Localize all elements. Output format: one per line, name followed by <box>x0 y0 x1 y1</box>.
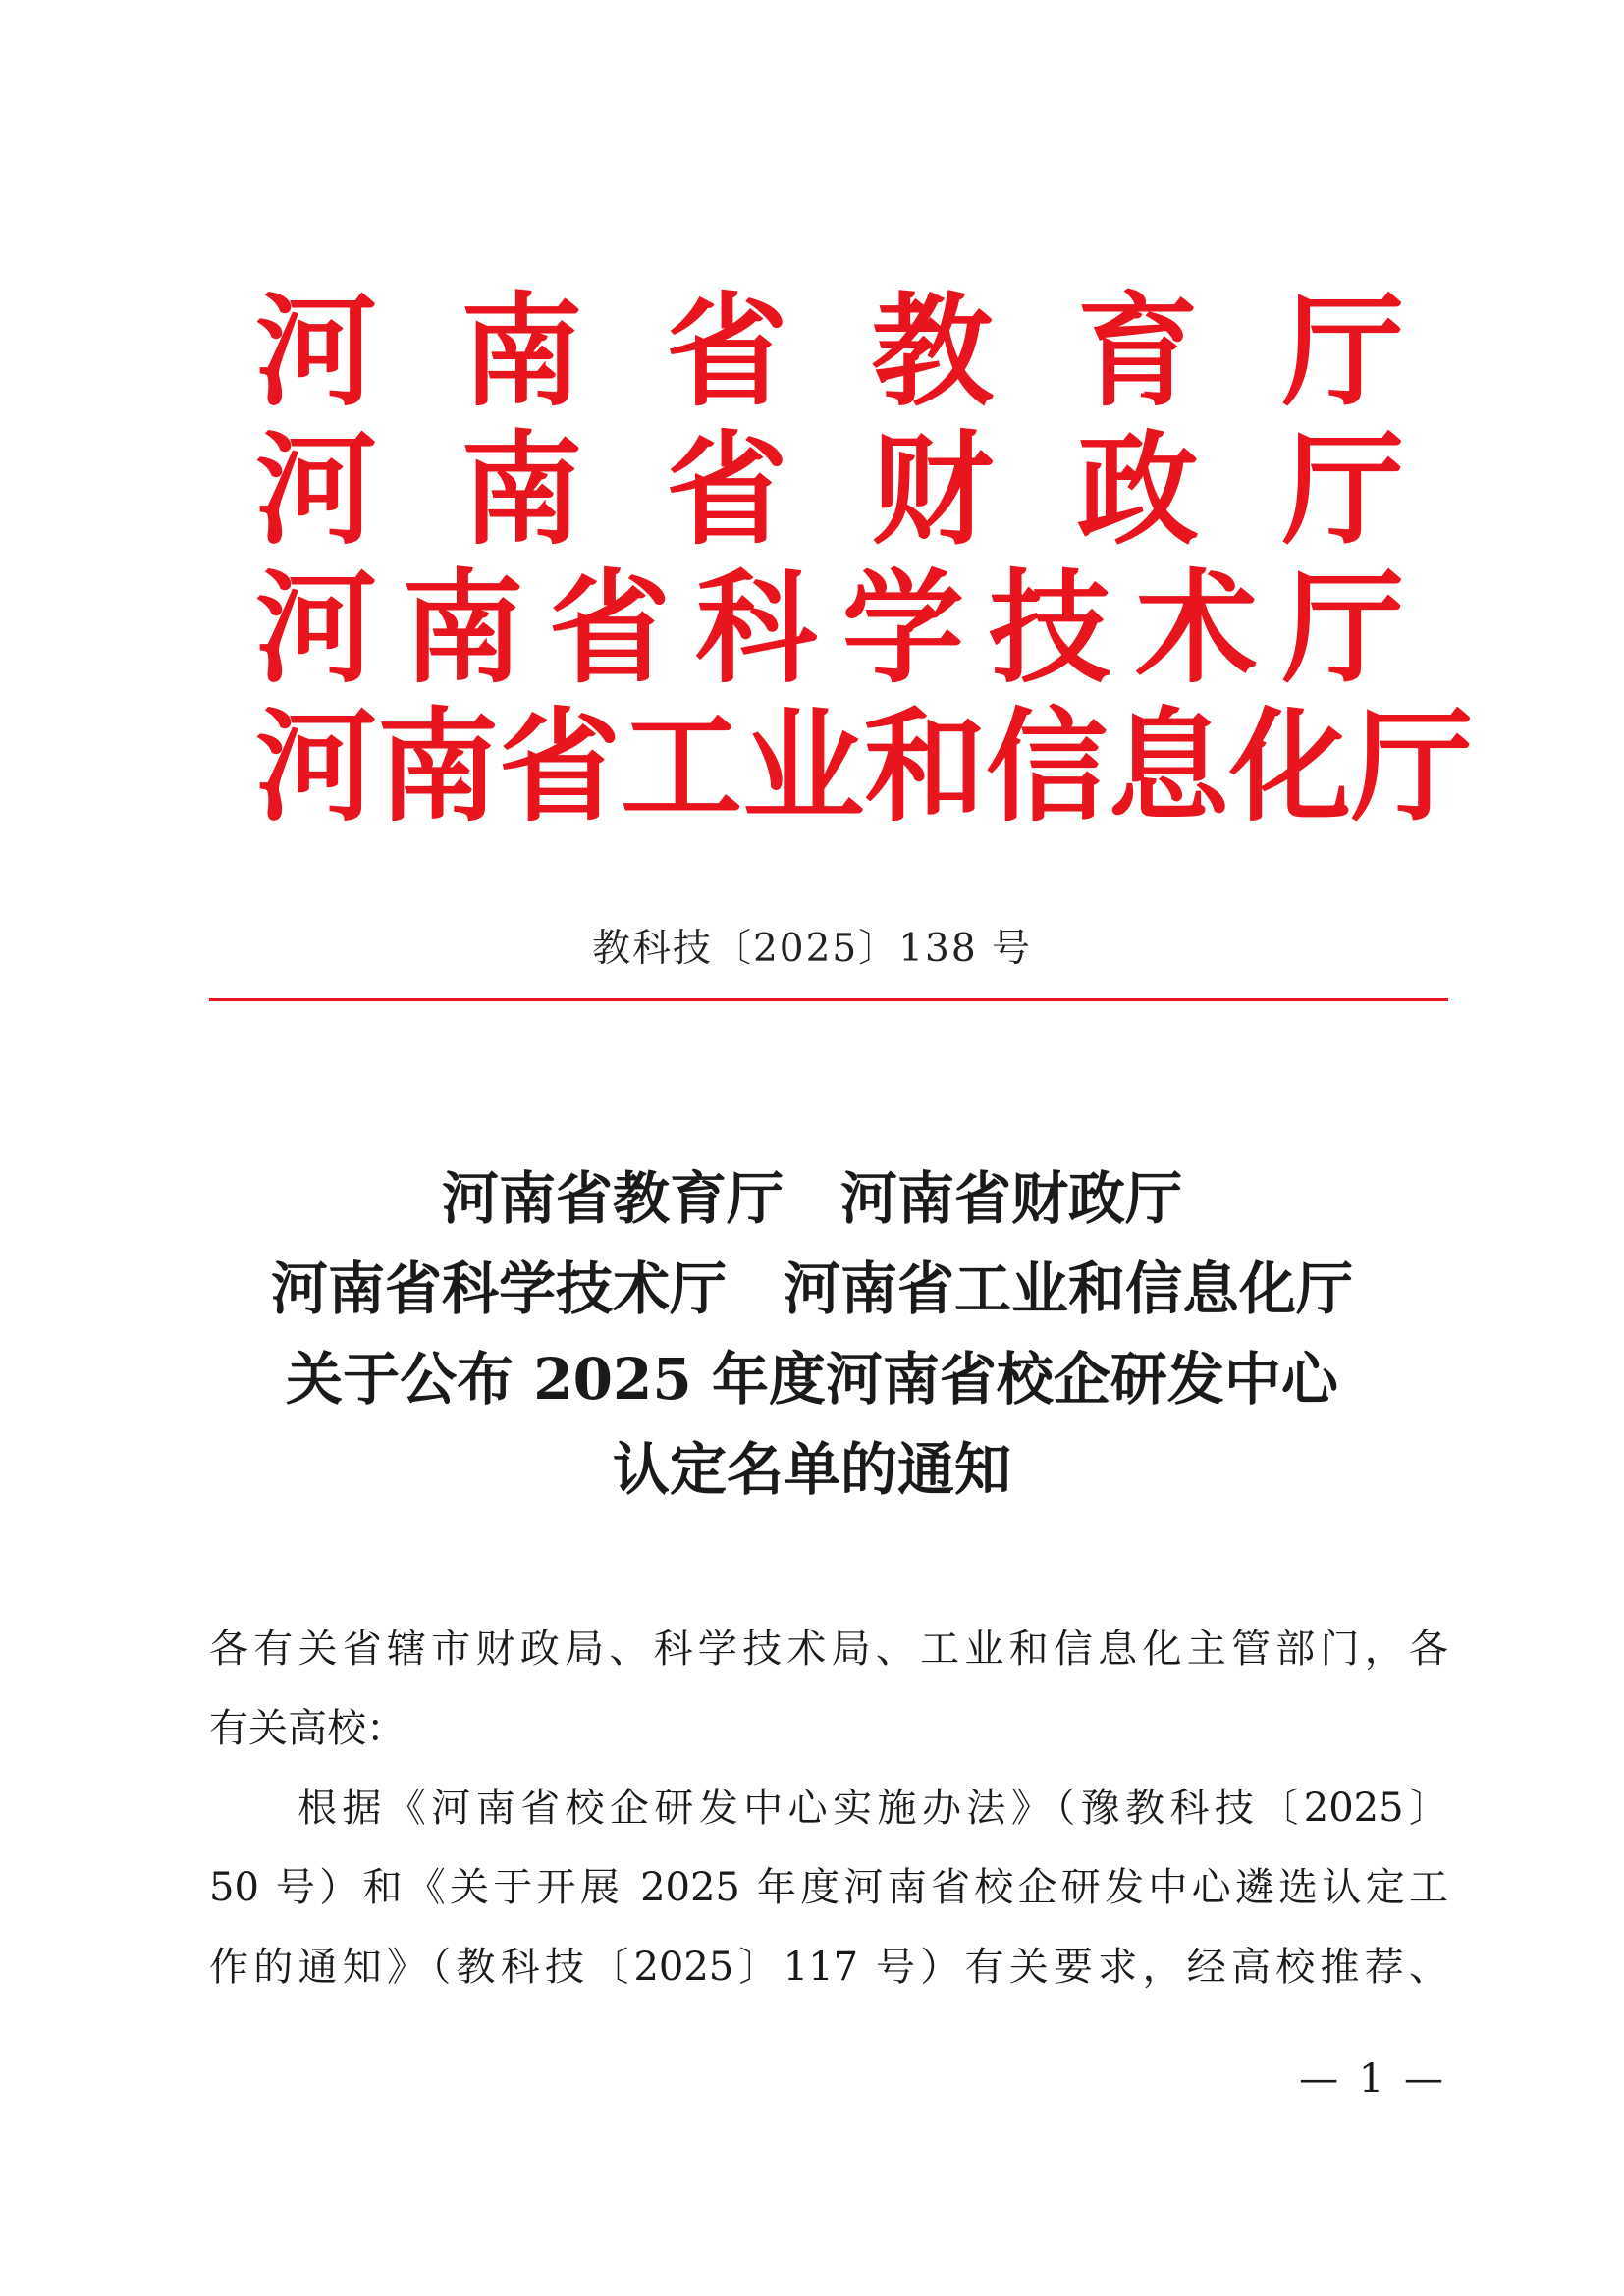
letterhead-char: 厅 <box>1351 696 1474 838</box>
document-number: 教科技〔2025〕138 号 <box>591 927 1033 971</box>
letterhead-char: 厅 <box>1281 419 1404 561</box>
letterhead-char: 南 <box>377 696 500 838</box>
title-line: 河南省教育厅 河南省财政厅 <box>441 1165 1182 1232</box>
letterhead-char: 河 <box>255 419 378 561</box>
document-body <box>209 1610 1448 2007</box>
letterhead-char: 技 <box>989 558 1111 700</box>
letterhead-char: 省 <box>666 419 788 561</box>
letterhead-char: 河 <box>255 281 378 423</box>
letterhead-char: 厅 <box>1281 558 1404 700</box>
paragraph-line: 50 号）和《关于开展 2025 年度河南省校企研发中心遴选认定工 <box>209 1865 1448 1910</box>
title-line: 关于公布 2025 年度河南省校企研发中心 <box>286 1346 1338 1413</box>
salutation-line: 有关高校： <box>209 1706 406 1751</box>
red-letterhead <box>255 281 1474 838</box>
letterhead-char: 南 <box>460 419 583 561</box>
red-divider-line <box>209 998 1448 1001</box>
letterhead-char: 河 <box>255 696 378 838</box>
document-title <box>0 1153 1624 1515</box>
letterhead-line-science <box>255 560 1404 698</box>
letterhead-char: 南 <box>460 281 583 423</box>
letterhead-char: 学 <box>841 558 964 700</box>
letterhead-char: 工 <box>621 696 743 838</box>
letterhead-char: 南 <box>402 558 524 700</box>
letterhead-char: 业 <box>742 696 865 838</box>
letterhead-char: 厅 <box>1281 281 1404 423</box>
letterhead-char: 和 <box>864 696 987 838</box>
letterhead-char: 河 <box>255 558 378 700</box>
letterhead-line-education <box>255 283 1404 421</box>
salutation-line: 各有关省辖市财政局、科学技术局、工业和信息化主管部门，各 <box>209 1627 1448 1672</box>
letterhead-char: 育 <box>1076 281 1199 423</box>
letterhead-char: 省 <box>499 696 622 838</box>
letterhead-char: 息 <box>1108 696 1230 838</box>
letterhead-char: 财 <box>871 419 994 561</box>
paragraph-line: 作的通知》（教科技〔2025〕117 号）有关要求，经高校推荐、 <box>209 1945 1448 1990</box>
letterhead-char: 省 <box>548 558 671 700</box>
title-line: 河南省科学技术厅 河南省工业和信息化厅 <box>270 1255 1353 1322</box>
page-number: — 1 — <box>1299 2056 1447 2102</box>
letterhead-char: 政 <box>1076 419 1199 561</box>
letterhead-char: 术 <box>1135 558 1258 700</box>
letterhead-line-industry <box>255 696 1474 838</box>
letterhead-char: 信 <box>986 696 1109 838</box>
letterhead-char: 科 <box>695 558 818 700</box>
letterhead-line-finance <box>255 421 1404 560</box>
letterhead-char: 省 <box>666 281 788 423</box>
letterhead-char: 教 <box>871 281 994 423</box>
title-line: 认定名单的通知 <box>612 1436 1011 1503</box>
letterhead-char: 化 <box>1229 696 1352 838</box>
paragraph-line: 根据《河南省校企研发中心实施办法》（豫教科技〔2025〕 <box>298 1786 1448 1831</box>
